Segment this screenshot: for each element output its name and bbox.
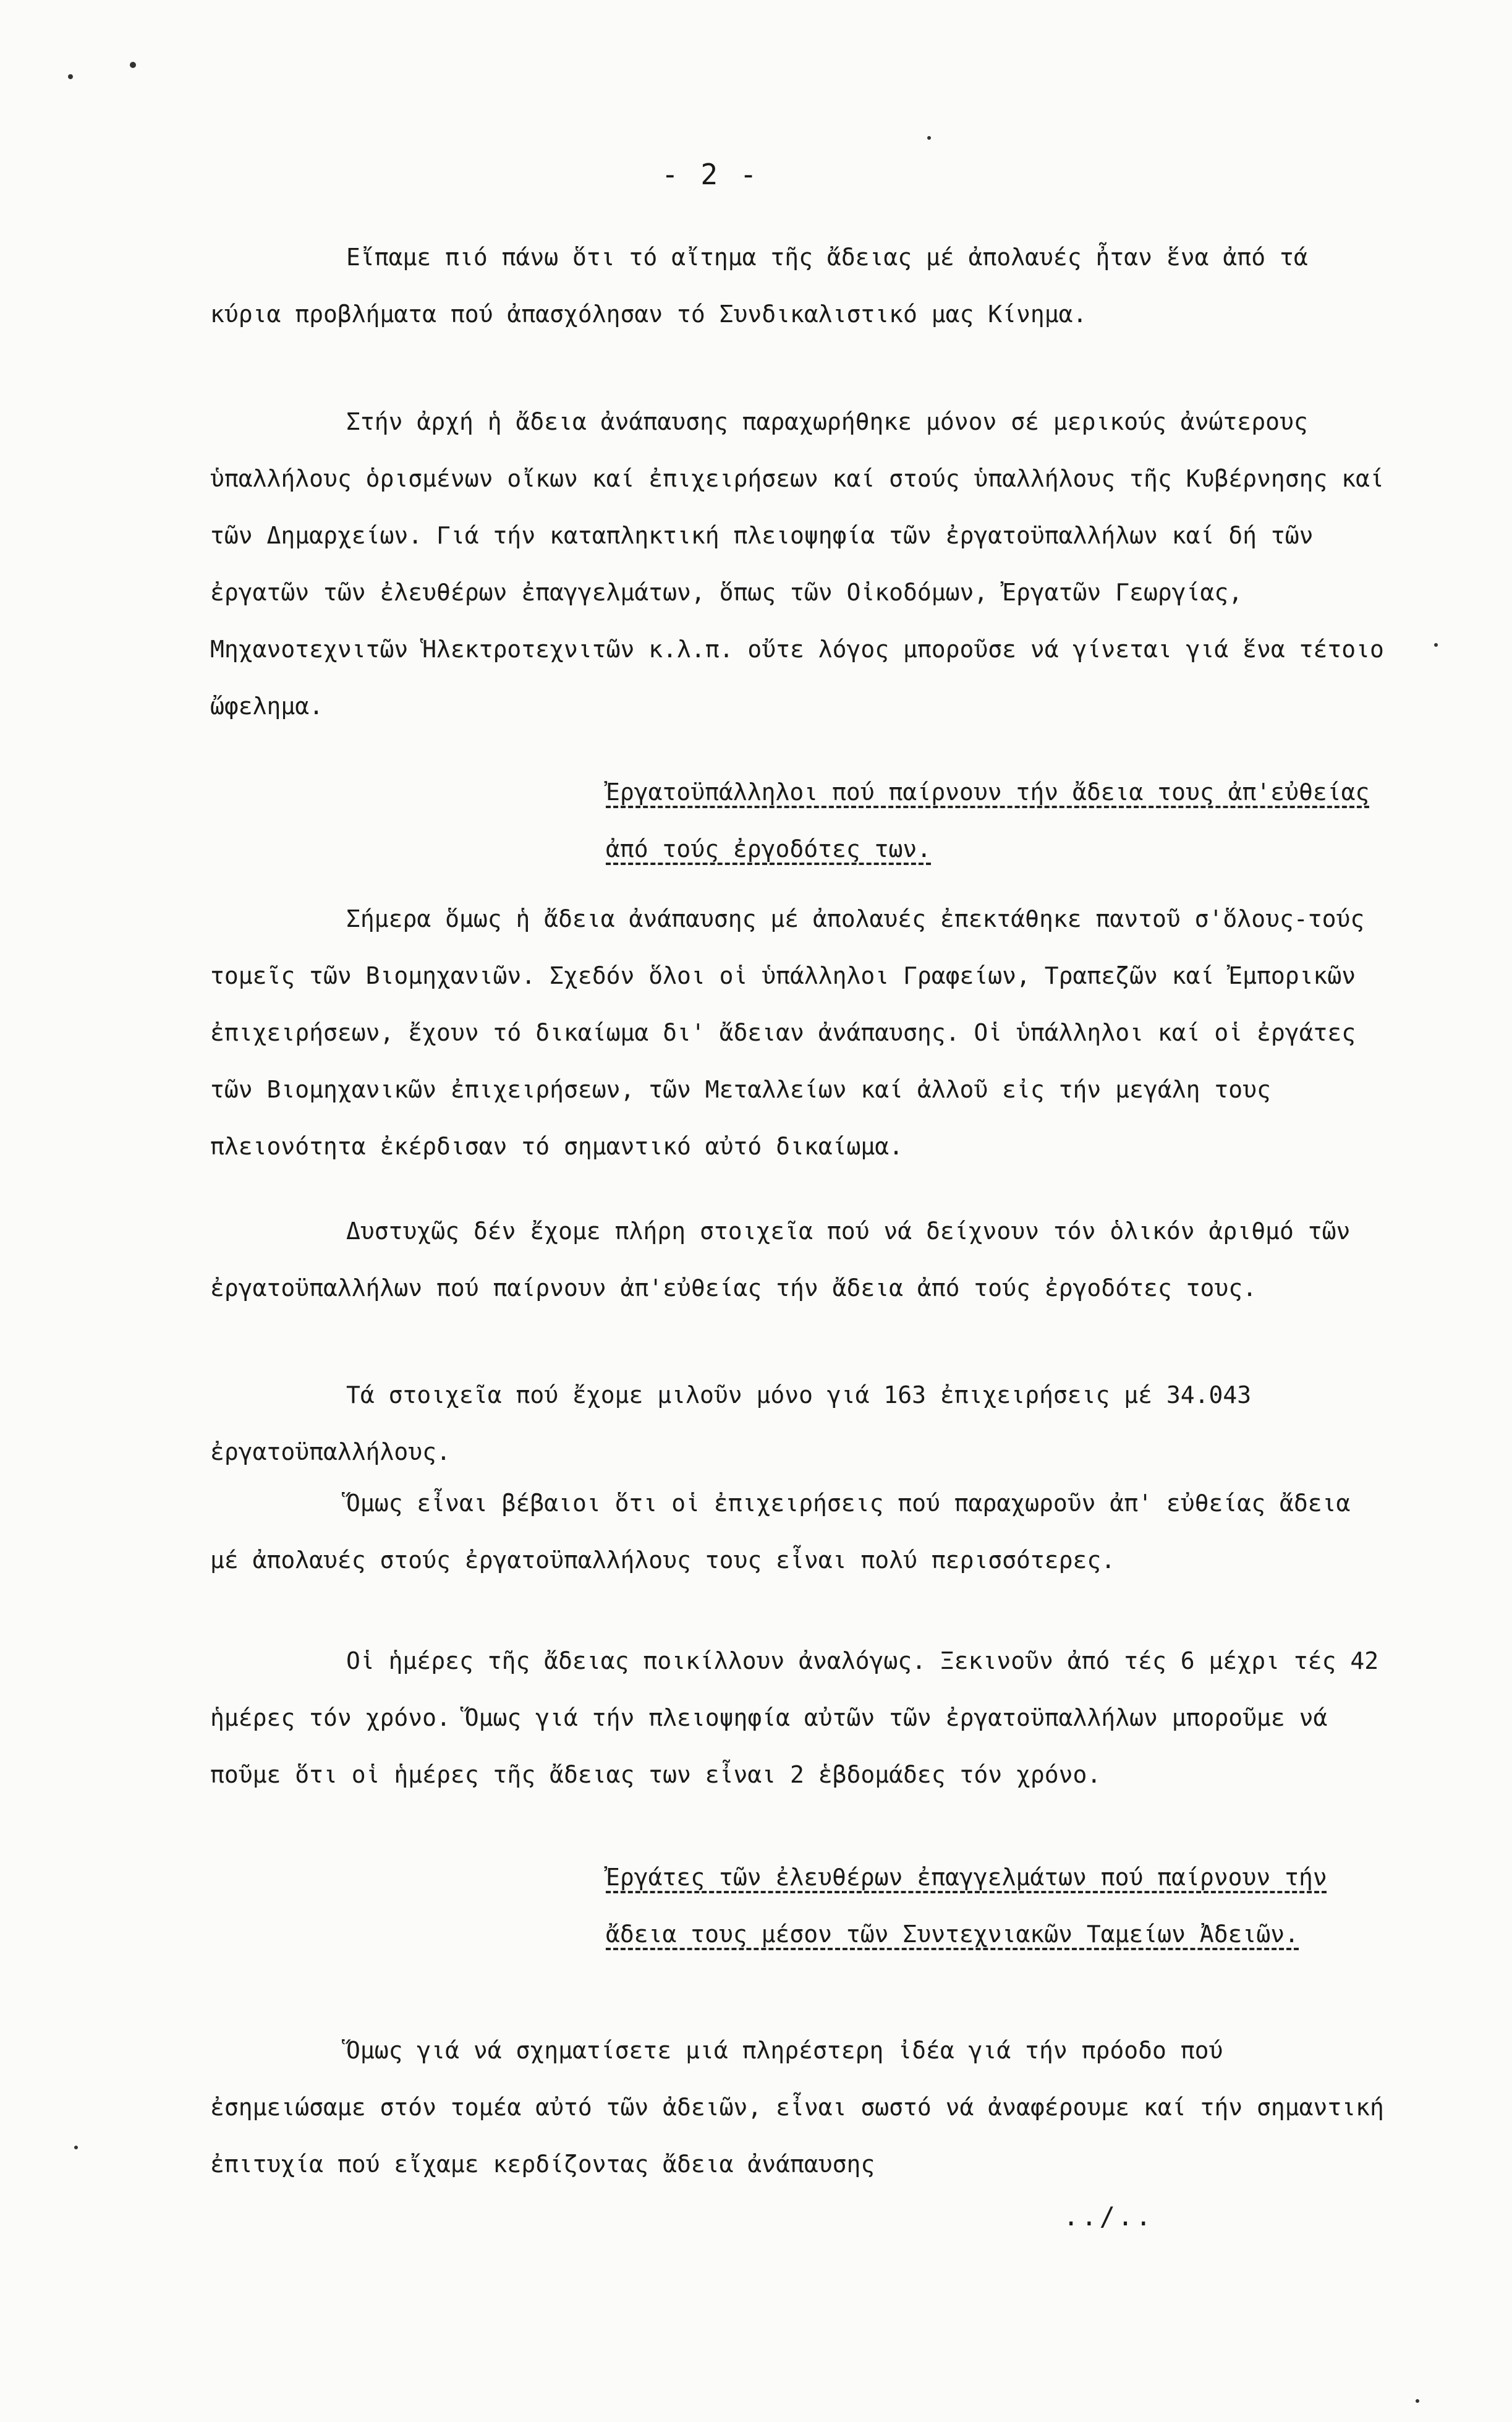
paragraph-certainty: Ὅμως εἶναι βέβαιοι ὅτι οἱ ἐπιχειρήσεις πού παραχωροῦν ἀπ' εὐθείας ἄδεια μέ ἀπολαυές στούς ἐργατοϋπαλλήλους τους εἶναι πολύ περισσότερες.	[210, 1490, 1351, 1574]
scan-speck	[74, 2146, 78, 2149]
scan-speck	[130, 62, 136, 68]
paragraph-intro: Εἴπαμε πιό πάνω ὅτι τό αἴτημα τῆς ἄδειας μέ ἀπολαυές ἦταν ἕνα ἀπό τά κύρια προβλήματα πού ἀπασχόλησαν τό Συνδικαλιστικό μας Κίνημα.	[210, 244, 1308, 328]
paragraph-today: Σήμερα ὅμως ἡ ἄδεια ἀνάπαυσης μέ ἀπολαυές ἐπεκτάθηκε παντοῦ σ'ὅλους-τούς τομεῖς τῶν Βιομηχανιῶν. Σχεδόν ὅλοι οἱ ὑπάλληλοι Γραφείων, Τραπεζῶν καί Ἐμπορικῶν ἐπιχειρήσεων, ἔχουν τό δικαίωμα δι' ἄδειαν ἀνάπαυσης. Οἱ ὑπάλληλοι καί οἱ ἐργάτες τῶν Βιομηχανικῶν ἐπιχειρήσεων, τῶν Μεταλλείων καί ἀλλοῦ εἰς τήν μεγάλη τους πλειονότητα ἐκέρδισαν τό σημαντικό αὐτό δικαίωμα.	[210, 905, 1365, 1160]
section-heading-direct-leave: Ἐργατοϋπάλληλοι πού παίρνουν τήν ἄδεια τους ἀπ'εὐθείας ἀπό τούς ἐργοδότες των.	[606, 778, 1370, 863]
paragraph-history: Στήν ἀρχή ἡ ἄδεια ἀνάπαυσης παραχωρήθηκε μόνον σέ μερικούς ἀνώτερους ὑπαλλήλους ὁρισμένων οἴκων καί ἐπιχειρήσεων καί στούς ὑπαλλήλους τῆς Κυβέρνησης καί τῶν Δημαρχείων. Γιά τήν καταπληκτική πλειοψηφία τῶν ἐργατοϋπαλλήλων καί δή τῶν ἐργατῶν τῶν ἐλευθέρων ἐπαγγελμάτων, ὅπως τῶν Οἰκοδόμων, Ἐργατῶν Γεωργίας, Μηχανοτεχνιτῶν Ἡλεκτροτεχνιτῶν κ.λ.π. οὔτε λόγος μποροῦσε νά γίνεται γιά ἕνα τέτοιο ὤφελημα.	[210, 408, 1384, 720]
scan-speck	[1434, 643, 1438, 647]
scan-speck	[68, 74, 73, 79]
paragraph-days: Οἱ ἡμέρες τῆς ἄδειας ποικίλλουν ἀναλόγως. Ξεκινοῦν ἀπό τές 6 μέχρι τές 42 ἡμέρες τόν χρόνο. Ὅμως γιά τήν πλειοψηφία αὐτῶν τῶν ἐργατοϋπαλλήλων μποροῦμε νά ποῦμε ὅτι οἱ ἡμέρες τῆς ἄδειας των εἶναι 2 ἑβδομάδες τόν χρόνο.	[210, 1647, 1379, 1788]
scan-speck	[1416, 2399, 1419, 2403]
page-number: - 2 -	[661, 158, 760, 191]
paragraph-data: Τά στοιχεῖα πού ἔχομε μιλοῦν μόνο γιά 163 ἐπιχειρήσεις μέ 34.043 ἐργατοϋπαλλήλους.	[210, 1381, 1252, 1465]
paragraph-progress: Ὅμως γιά νά σχηματίσετε μιά πληρέστερη ἰδέα γιά τήν πρόοδο πού ἐσημειώσαμε στόν τομέα αὐτό τῶν ἀδειῶν, εἶναι σωστό νά ἀναφέρουμε καί τήν σημαντική ἐπιτυχία πού εἴχαμε κερδίζοντας ἄδεια ἀνάπαυσης	[210, 2037, 1384, 2178]
scan-speck	[927, 136, 931, 140]
paragraph-statistics: Δυστυχῶς δέν ἔχομε πλήρη στοιχεῖα πού νά δείχνουν τόν ὁλικόν ἀριθμό τῶν ἐργατοϋπαλλήλων πού παίρνουν ἀπ'εὐθείας τήν ἄδεια ἀπό τούς ἐργοδότες τους.	[210, 1217, 1351, 1302]
continuation-mark: ../..	[1063, 2201, 1154, 2232]
section-heading-guild-funds: Ἐργάτες τῶν ἐλευθέρων ἐπαγγελμάτων πού παίρνουν τήν ἄδεια τους μέσον τῶν Συντεχνιακῶν Ταμείων Ἀδειῶν.	[606, 1864, 1327, 1948]
